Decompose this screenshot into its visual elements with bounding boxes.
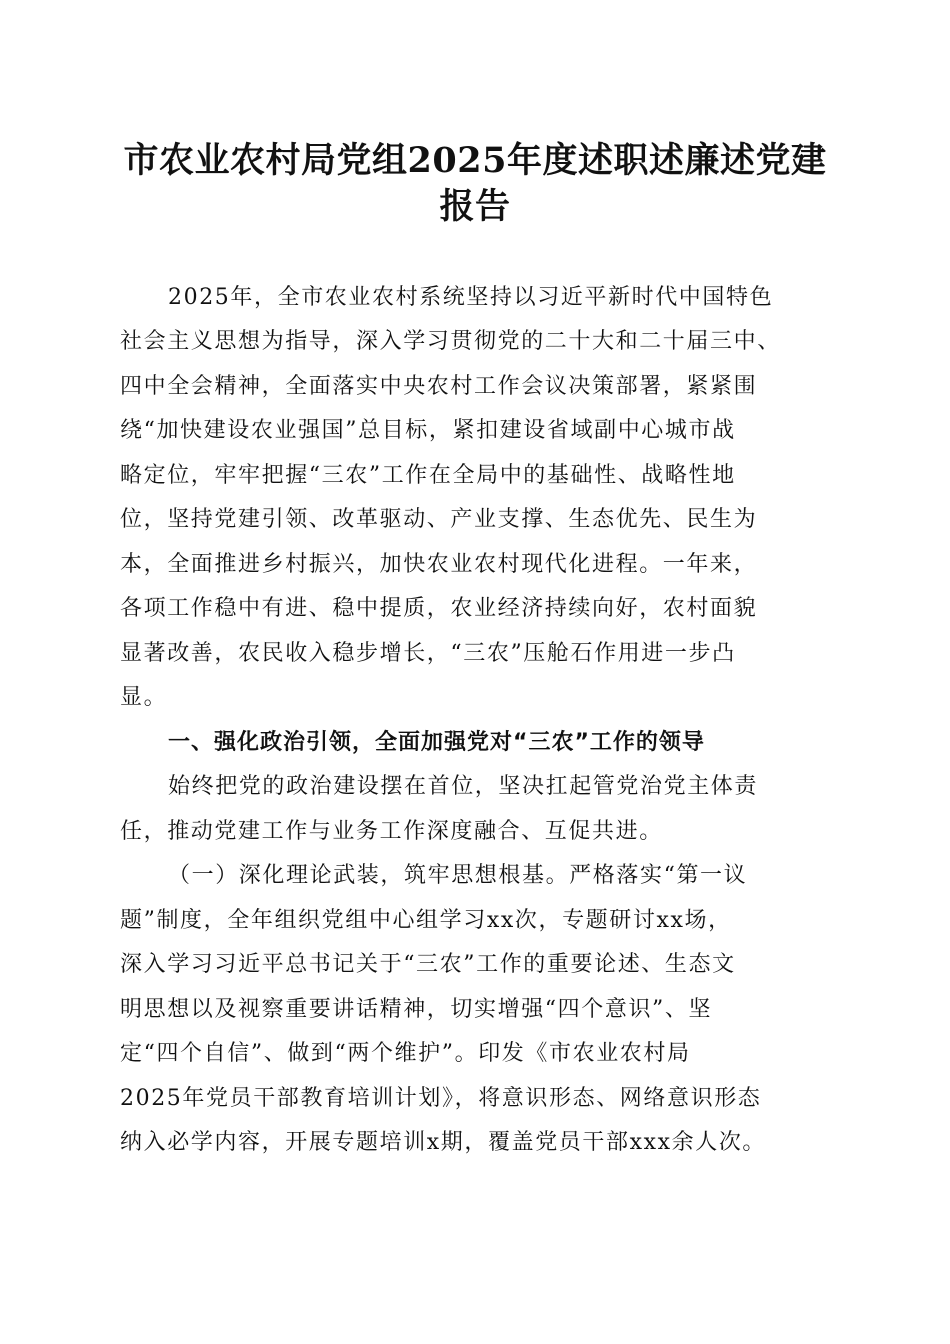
intro-line: 绕“加快建设农业强国”总目标，紧扣建设省域副中心城市战: [120, 418, 736, 443]
section-1-line: 任，推动党建工作与业务工作深度融合、互促共进。: [120, 819, 663, 844]
subsection-1-line: 深入学习习近平总书记关于“三农”工作的重要论述、生态文: [120, 952, 736, 977]
subsection-1-line: 纳入必学内容，开展专题培训x期，覆盖党员干部xxx余人次。: [120, 1130, 767, 1155]
intro-line: 社会主义思想为指导，深入学习贯彻党的二十大和二十届三中、: [120, 329, 781, 354]
intro-line: 显。: [120, 685, 168, 710]
intro-line: 2025年，全市农业农村系统坚持以习近平新时代中国特色: [168, 285, 774, 310]
intro-line: 显著改善，农民收入稳步增长，“三农”压舱石作用进一步凸: [120, 641, 736, 666]
subsection-1-line: 题”制度，全年组织党组中心组学习xx次，专题研讨xx场，: [120, 908, 732, 933]
intro-line: 本，全面推进乡村振兴，加快农业农村现代化进程。一年来，: [120, 552, 758, 577]
intro-line: 位，坚持党建引领、改革驱动、产业支撑、生态优先、民生为: [120, 507, 758, 532]
subsection-1-line: 2025年党员干部教育培训计划》，将意识形态、网络意识形态: [120, 1086, 762, 1111]
document-title-line-1: 市农业农村局党组2025年度述职述廉述党建: [123, 140, 827, 181]
subsection-1-line: 定“四个自信”、做到“两个维护”。印发《市农业农村局: [120, 1041, 691, 1066]
intro-line: 略定位，牢牢把握“三农”工作在全局中的基础性、战略性地: [120, 463, 736, 488]
subsection-1-line: 明思想以及视察重要讲话精神，切实增强“四个意识”、坚: [120, 997, 713, 1022]
section-1-line: 始终把党的政治建设摆在首位，坚决扛起管党治党主体责: [168, 774, 759, 799]
intro-line: 四中全会精神，全面落实中央农村工作会议决策部署，紧紧围: [120, 374, 758, 399]
document-title-line-2: 报告: [439, 186, 511, 227]
section-1-heading: 一、强化政治引领，全面加强党对“三农”工作的领导: [168, 730, 705, 755]
subsection-1-line: （一）深化理论武装，筑牢思想根基。严格落实“第一议: [168, 863, 748, 888]
intro-line: 各项工作稳中有进、稳中提质，农业经济持续向好，农村面貌: [120, 596, 758, 621]
